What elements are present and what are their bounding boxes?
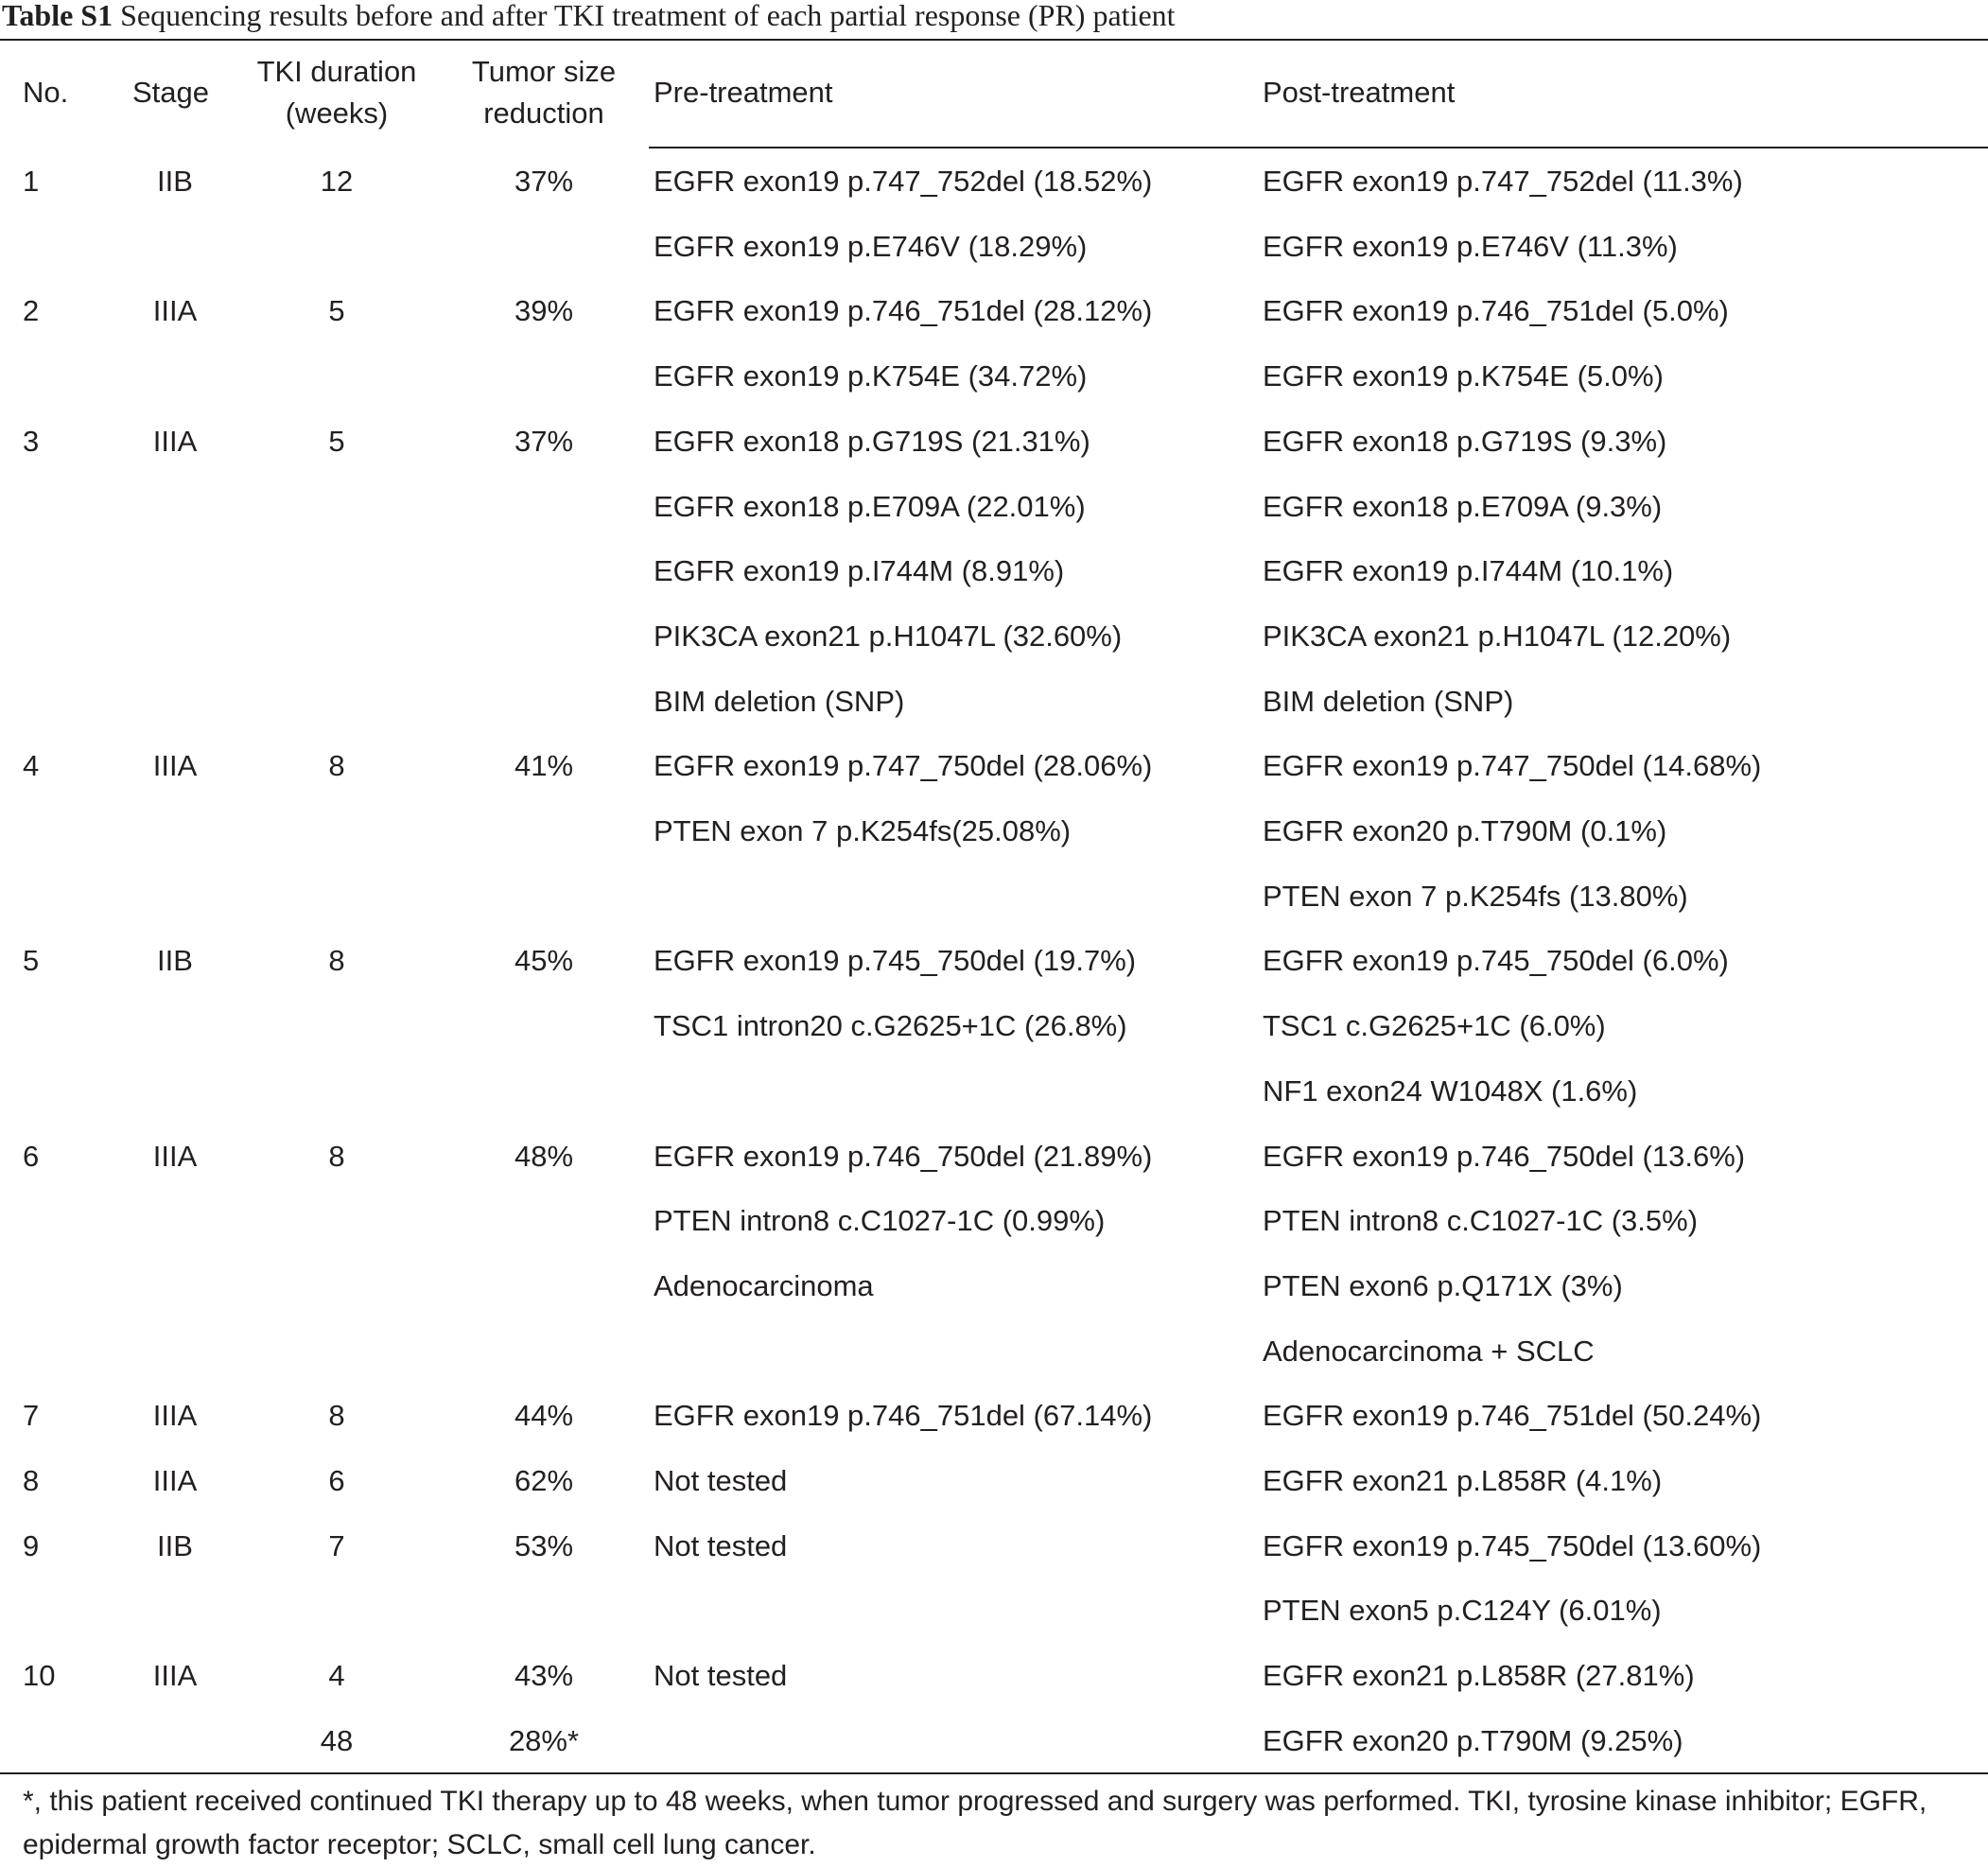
cell-post: PTEN exon6 p.Q171X (3%) (1263, 1269, 1623, 1302)
cell-post: EGFR exon21 p.L858R (4.1%) (1263, 1464, 1663, 1497)
cell-reduction: 37% (514, 425, 574, 458)
cell-pre: EGFR exon19 p.747_752del (18.52%) (654, 165, 1153, 198)
cell-post: EGFR exon19 p.I744M (10.1%) (1263, 554, 1674, 587)
table-footnote: *, this patient received continued TKI therapy up to 48 weeks, when tumor progressed and surgery was performed. TKI, tyrosine kinase inhibitor; EGFR, epidermal growth factor receptor; SCLC, small cell lung cancer. (23, 1786, 1927, 1860)
cell-pre: Not tested (654, 1464, 788, 1497)
cell-post: PTEN intron8 c.C1027-1C (3.5%) (1263, 1204, 1699, 1237)
cell-no: 3 (23, 425, 40, 458)
cell-no: 4 (23, 749, 40, 782)
cell-tki-weeks: 5 (328, 425, 345, 458)
cell-post: EGFR exon19 p.745_750del (6.0%) (1263, 944, 1729, 977)
cell-post: BIM deletion (SNP) (1263, 685, 1514, 718)
cell-reduction: 62% (514, 1464, 574, 1497)
cell-reduction: 37% (514, 165, 574, 198)
header-tki-line2: (weeks) (285, 96, 389, 130)
cell-stage: IIIA (152, 425, 198, 458)
header-tumor-line2: reduction (483, 96, 604, 130)
cell-reduction: 39% (514, 294, 574, 327)
cell-post: PTEN exon5 p.C124Y (6.01%) (1263, 1594, 1662, 1627)
cell-pre: EGFR exon19 p.745_750del (19.7%) (654, 944, 1137, 977)
cell-pre: PIK3CA exon21 p.H1047L (32.60%) (654, 619, 1123, 653)
header-stage: Stage (132, 76, 210, 109)
cell-post: EGFR exon19 p.745_750del (13.60%) (1263, 1529, 1762, 1562)
cell-tki-weeks: 12 (320, 165, 354, 198)
cell-reduction: 28%* (508, 1724, 580, 1757)
cell-pre: EGFR exon19 p.K754E (34.72%) (654, 359, 1088, 393)
cell-stage: IIB (157, 944, 193, 977)
cell-post: EGFR exon20 p.T790M (9.25%) (1263, 1724, 1683, 1757)
cell-post: EGFR exon20 p.T790M (0.1%) (1263, 814, 1667, 847)
cell-stage: IIIA (152, 1464, 198, 1497)
cell-stage: IIIA (152, 1399, 198, 1432)
cell-no: 5 (23, 944, 40, 977)
table-label: Table S1 (2, 0, 113, 32)
cell-pre: TSC1 intron20 c.G2625+1C (26.8%) (654, 1009, 1127, 1042)
cell-post: EGFR exon18 p.G719S (9.3%) (1263, 425, 1667, 458)
cell-tki-weeks: 7 (328, 1529, 345, 1562)
header-tumor-reduction (449, 51, 638, 134)
cell-post: TSC1 c.G2625+1C (6.0%) (1263, 1009, 1606, 1042)
cell-tki-weeks: 8 (328, 1399, 345, 1432)
cell-reduction: 45% (514, 944, 574, 977)
header-pre-treatment: Pre-treatment (654, 76, 833, 109)
cell-pre: Adenocarcinoma (654, 1269, 874, 1302)
cell-pre: PTEN exon 7 p.K254fs(25.08%) (654, 814, 1072, 847)
cell-pre: EGFR exon19 p.746_751del (28.12%) (654, 294, 1153, 327)
cell-pre: Not tested (654, 1659, 788, 1692)
cell-stage: IIB (157, 165, 193, 198)
cell-pre: PTEN intron8 c.C1027-1C (0.99%) (654, 1204, 1106, 1237)
cell-stage: IIIA (152, 1140, 198, 1173)
cell-reduction: 43% (514, 1659, 574, 1692)
cell-no: 1 (23, 165, 40, 198)
header-tki-line1: TKI duration (256, 55, 417, 88)
cell-pre: EGFR exon19 p.746_751del (67.14%) (654, 1399, 1153, 1432)
cell-stage: IIIA (152, 749, 198, 782)
cell-post: NF1 exon24 W1048X (1.6%) (1263, 1074, 1638, 1108)
cell-no: 8 (23, 1464, 40, 1497)
cell-tki-weeks: 6 (328, 1464, 345, 1497)
cell-pre: BIM deletion (SNP) (654, 685, 905, 718)
cell-post: EGFR exon19 p.E746V (11.3%) (1263, 230, 1678, 263)
table-title: Sequencing results before and after TKI treatment of each partial response (PR) patient (120, 0, 1176, 32)
cell-tki-weeks: 8 (328, 749, 345, 782)
cell-reduction: 48% (514, 1140, 574, 1173)
cell-tki-weeks: 48 (320, 1724, 354, 1757)
cell-pre: EGFR exon18 p.G719S (21.31%) (654, 425, 1090, 458)
cell-reduction: 53% (514, 1529, 574, 1562)
cell-no: 9 (23, 1529, 40, 1562)
cell-pre: EGFR exon19 p.I744M (8.91%) (654, 554, 1065, 587)
cell-tki-weeks: 8 (328, 1140, 345, 1173)
header-post-treatment: Post-treatment (1263, 76, 1456, 109)
cell-pre: EGFR exon19 p.747_750del (28.06%) (654, 749, 1153, 782)
cell-no: 2 (23, 294, 40, 327)
cell-post: EGFR exon19 p.747_752del (11.3%) (1263, 165, 1743, 198)
cell-tki-weeks: 8 (328, 944, 345, 977)
cell-post: EGFR exon19 p.746_750del (13.6%) (1263, 1140, 1746, 1173)
header-tumor-line1: Tumor size (471, 55, 617, 88)
cell-post: EGFR exon19 p.747_750del (14.68%) (1263, 749, 1762, 782)
cell-tki-weeks: 5 (328, 294, 345, 327)
cell-pre: EGFR exon19 p.746_750del (21.89%) (654, 1140, 1153, 1173)
cell-reduction: 44% (514, 1399, 574, 1432)
table-caption (2, 0, 1984, 34)
cell-post: EGFR exon21 p.L858R (27.81%) (1263, 1659, 1695, 1692)
cell-pre: EGFR exon18 p.E709A (22.01%) (654, 490, 1086, 523)
cell-stage: IIIA (152, 1659, 198, 1692)
header-no: No. (23, 76, 69, 109)
top-rule (0, 39, 1988, 41)
cell-post: PTEN exon 7 p.K254fs (13.80%) (1263, 880, 1688, 913)
cell-post: PIK3CA exon21 p.H1047L (12.20%) (1263, 619, 1732, 653)
cell-stage: IIB (157, 1529, 193, 1562)
cell-no: 10 (23, 1659, 56, 1692)
cell-no: 6 (23, 1140, 40, 1173)
cell-post: EGFR exon19 p.746_751del (50.24%) (1263, 1399, 1762, 1432)
cell-post: EGFR exon19 p.746_751del (5.0%) (1263, 294, 1729, 327)
cell-reduction: 41% (514, 749, 574, 782)
header-rule (649, 147, 1988, 148)
bottom-rule (0, 1772, 1988, 1774)
cell-post: Adenocarcinoma + SCLC (1263, 1335, 1595, 1368)
cell-tki-weeks: 4 (328, 1659, 345, 1692)
cell-no: 7 (23, 1399, 40, 1432)
cell-stage: IIIA (152, 294, 198, 327)
header-tki-duration (242, 51, 431, 134)
cell-post: EGFR exon18 p.E709A (9.3%) (1263, 490, 1663, 523)
cell-pre: EGFR exon19 p.E746V (18.29%) (654, 230, 1088, 263)
cell-pre: Not tested (654, 1529, 788, 1562)
cell-post: EGFR exon19 p.K754E (5.0%) (1263, 359, 1664, 393)
